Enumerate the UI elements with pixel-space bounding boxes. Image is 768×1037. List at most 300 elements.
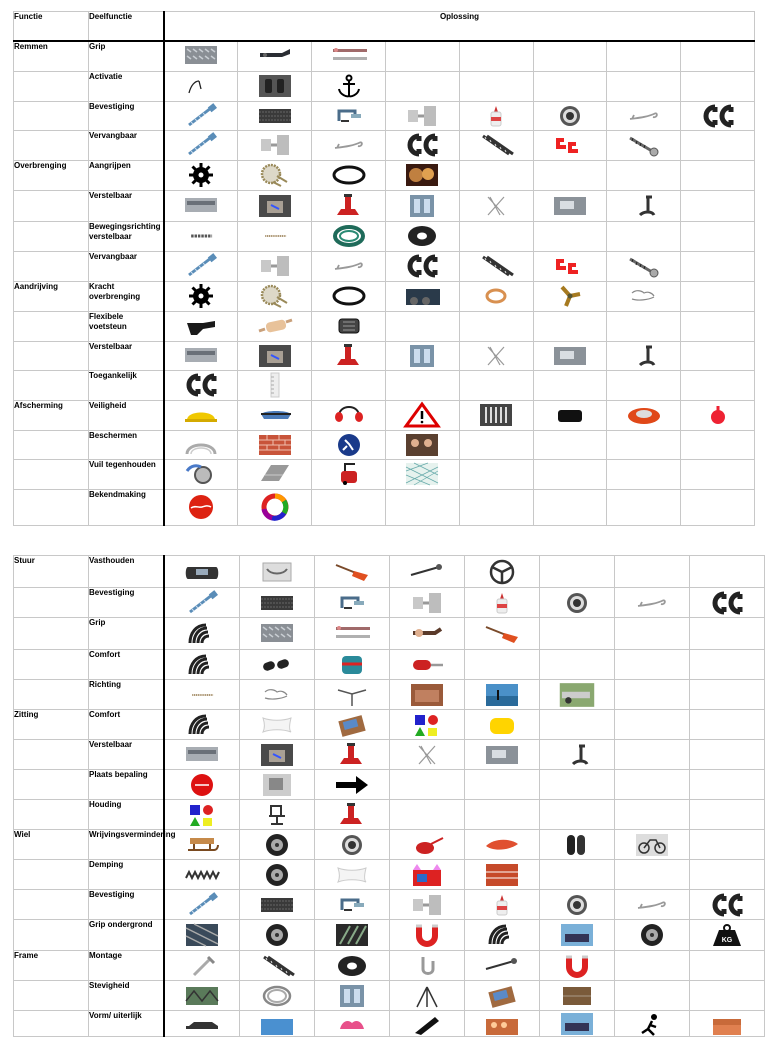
solution-cell bbox=[390, 951, 465, 981]
solution-cell bbox=[459, 459, 533, 489]
solution-cell bbox=[533, 251, 607, 281]
solution-cell bbox=[240, 770, 315, 800]
solution-cell bbox=[615, 1011, 690, 1037]
nail-icon bbox=[184, 953, 220, 979]
rope-icon bbox=[170, 687, 234, 703]
chain-gear-icon bbox=[257, 283, 293, 309]
solution-cell bbox=[312, 281, 386, 311]
pin-icon bbox=[626, 103, 662, 129]
solution-cell bbox=[315, 618, 390, 650]
solution-cell bbox=[459, 101, 533, 130]
fender-icon bbox=[183, 432, 219, 458]
solution-cell bbox=[164, 650, 240, 680]
solution-cell bbox=[385, 430, 459, 459]
cage-icon bbox=[478, 402, 514, 428]
slide-icon bbox=[552, 343, 588, 369]
board-icon bbox=[559, 983, 595, 1009]
functie-cell: Remmen bbox=[14, 41, 89, 72]
hand-tool-icon bbox=[409, 621, 445, 647]
cc-clip-icon bbox=[183, 372, 219, 398]
solution-cell bbox=[390, 830, 465, 860]
solution-cell bbox=[390, 770, 465, 800]
car-photo-icon bbox=[559, 1011, 595, 1037]
stick-icon bbox=[409, 559, 445, 585]
box-icon bbox=[257, 343, 293, 369]
deelfunctie-cell: Aangrijpen bbox=[89, 160, 165, 190]
solution-cell bbox=[540, 920, 615, 951]
functie-cell bbox=[14, 770, 89, 800]
solution-cell bbox=[465, 860, 540, 890]
solution-cell bbox=[164, 618, 240, 650]
deelfunctie-cell: Stevigheid bbox=[89, 981, 165, 1011]
stand-icon bbox=[626, 193, 662, 219]
solution-cell bbox=[607, 459, 681, 489]
jack-icon bbox=[334, 802, 370, 828]
solution-cell bbox=[390, 680, 465, 710]
solution-cell bbox=[459, 430, 533, 459]
solution-cell bbox=[315, 650, 390, 680]
solution-cell bbox=[385, 221, 459, 251]
sled-icon bbox=[184, 832, 220, 858]
functie-cell bbox=[14, 221, 89, 251]
solution-cell bbox=[533, 221, 607, 251]
tape-roll-icon bbox=[404, 223, 440, 249]
morph-table-1 bbox=[13, 11, 755, 526]
deelfunctie-cell: Vuil tegenhouden bbox=[89, 459, 165, 489]
solution-cell bbox=[459, 160, 533, 190]
jack-icon bbox=[331, 343, 367, 369]
earmuffs-icon bbox=[331, 402, 367, 428]
slide-icon bbox=[484, 742, 520, 768]
solution-cell bbox=[164, 400, 238, 430]
deelfunctie-cell: Bevestiging bbox=[89, 588, 165, 618]
solution-cell bbox=[681, 489, 755, 525]
hose-icon bbox=[331, 223, 367, 249]
bracket-icon bbox=[409, 892, 445, 918]
bolt-icon bbox=[184, 892, 220, 918]
solution-cell bbox=[465, 890, 540, 920]
deelfunctie-cell: Vorm/ uiterlijk bbox=[89, 1011, 165, 1037]
solution-cell bbox=[315, 951, 390, 981]
solution-cell bbox=[164, 830, 240, 860]
solution-cell bbox=[315, 680, 390, 710]
solution-cell bbox=[681, 430, 755, 459]
solution-cell bbox=[385, 311, 459, 341]
bolt-icon bbox=[183, 132, 219, 158]
solution-cell bbox=[607, 281, 681, 311]
solution-cell bbox=[690, 680, 765, 710]
you-are-here-icon bbox=[184, 772, 220, 798]
solution-cell bbox=[164, 430, 238, 459]
solution-cell bbox=[607, 341, 681, 370]
table-row bbox=[14, 556, 765, 588]
solution-cell bbox=[390, 710, 465, 740]
solution-cell bbox=[540, 800, 615, 830]
solution-cell bbox=[240, 981, 315, 1011]
solution-cell bbox=[164, 981, 240, 1011]
solution-cell bbox=[240, 800, 315, 830]
scissor-icon bbox=[409, 742, 445, 768]
solution-cell bbox=[315, 740, 390, 770]
bearing-icon bbox=[559, 892, 595, 918]
jack-icon bbox=[334, 742, 370, 768]
bridge-icon bbox=[184, 983, 220, 1009]
table-row bbox=[14, 618, 765, 650]
table-row bbox=[14, 71, 755, 101]
solution-cell bbox=[540, 1011, 615, 1037]
functie-cell: Frame bbox=[14, 951, 89, 981]
solution-cell bbox=[385, 41, 459, 72]
table-row bbox=[14, 740, 765, 770]
solution-cell bbox=[465, 556, 540, 588]
solution-cell bbox=[312, 370, 386, 400]
deelfunctie-cell: Montage bbox=[89, 951, 165, 981]
solution-cell bbox=[540, 770, 615, 800]
table-header bbox=[14, 12, 755, 41]
sheet-icon bbox=[257, 461, 293, 487]
grip-tape-icon bbox=[184, 652, 220, 678]
deelfunctie-cell: Bewegingsrichting verstelbaar bbox=[89, 221, 165, 251]
solution-cell bbox=[164, 951, 240, 981]
solution-cell bbox=[164, 311, 238, 341]
solution-cell bbox=[238, 459, 312, 489]
antenna-icon bbox=[334, 682, 370, 708]
solution-cell bbox=[390, 800, 465, 830]
bolt-icon bbox=[184, 590, 220, 616]
solution-cell bbox=[238, 430, 312, 459]
solution-cell bbox=[315, 800, 390, 830]
hook-icon bbox=[409, 953, 445, 979]
wheel-icon bbox=[259, 922, 295, 948]
clamp-icon bbox=[331, 103, 367, 129]
solution-cell bbox=[459, 341, 533, 370]
table-row bbox=[14, 190, 755, 221]
stand-icon bbox=[559, 742, 595, 768]
solution-cell bbox=[690, 618, 765, 650]
solution-cell bbox=[385, 370, 459, 400]
solution-cell bbox=[312, 190, 386, 221]
solution-cell bbox=[690, 650, 765, 680]
solution-cell bbox=[615, 770, 690, 800]
solution-cell bbox=[540, 890, 615, 920]
solution-cell bbox=[385, 101, 459, 130]
solution-cell bbox=[540, 830, 615, 860]
table-row bbox=[14, 981, 765, 1011]
solution-cell bbox=[681, 370, 755, 400]
pink-icon bbox=[334, 1011, 370, 1037]
table-row bbox=[14, 370, 755, 400]
table-row bbox=[14, 251, 755, 281]
solution-cell bbox=[615, 860, 690, 890]
deelfunctie-cell: Kracht overbrenging bbox=[89, 281, 165, 311]
solution-cell bbox=[238, 341, 312, 370]
solution-cell bbox=[238, 400, 312, 430]
functie-cell bbox=[14, 101, 89, 130]
wing-icon bbox=[484, 832, 520, 858]
logo-icon bbox=[183, 494, 219, 520]
solution-cell bbox=[390, 981, 465, 1011]
solution-cell bbox=[690, 588, 765, 618]
solution-cell bbox=[681, 281, 755, 311]
functie-cell bbox=[14, 618, 89, 650]
solution-cell bbox=[164, 160, 238, 190]
solution-cell bbox=[615, 981, 690, 1011]
solution-cell bbox=[315, 588, 390, 618]
solution-cell bbox=[459, 71, 533, 101]
clamp-icon bbox=[334, 590, 370, 616]
solution-cell bbox=[240, 588, 315, 618]
solution-cell bbox=[615, 650, 690, 680]
solution-cell bbox=[615, 680, 690, 710]
band-icon bbox=[478, 283, 514, 309]
screw-icon bbox=[626, 253, 662, 279]
solution-cell bbox=[465, 710, 540, 740]
solution-cell bbox=[533, 430, 607, 459]
functie-cell bbox=[14, 489, 89, 525]
chair-icon bbox=[259, 802, 295, 828]
deelfunctie-cell: Verstelbaar bbox=[89, 740, 165, 770]
solution-cell bbox=[533, 341, 607, 370]
solution-cell bbox=[312, 71, 386, 101]
solution-cell bbox=[164, 740, 240, 770]
solution-cell bbox=[681, 400, 755, 430]
solution-cell bbox=[312, 221, 386, 251]
chain-tire-icon bbox=[184, 922, 220, 948]
helmet-icon bbox=[183, 402, 219, 428]
functie-cell bbox=[14, 311, 89, 341]
handlebar-icon bbox=[259, 559, 295, 585]
solution-cell bbox=[690, 710, 765, 740]
tape-roll-icon bbox=[334, 953, 370, 979]
solution-cell bbox=[690, 920, 765, 951]
functie-cell bbox=[14, 71, 89, 101]
solution-cell bbox=[164, 71, 238, 101]
deelfunctie-cell: Comfort bbox=[89, 650, 165, 680]
solution-cell bbox=[540, 981, 615, 1011]
solution-cell bbox=[312, 130, 386, 160]
table-row bbox=[14, 489, 755, 525]
solution-cell bbox=[312, 101, 386, 130]
blue-rect-icon bbox=[259, 1011, 295, 1037]
solution-cell bbox=[681, 311, 755, 341]
solution-cell bbox=[459, 311, 533, 341]
deelfunctie-cell: Grip ondergrond bbox=[89, 920, 165, 951]
solution-cell bbox=[240, 860, 315, 890]
red-clips-icon bbox=[552, 253, 588, 279]
solution-cell bbox=[465, 770, 540, 800]
deelfunctie-cell: Bekendmaking bbox=[89, 489, 165, 525]
solution-cell bbox=[465, 680, 540, 710]
glue-bottle-icon bbox=[478, 103, 514, 129]
chain-gear-icon bbox=[257, 162, 293, 188]
zipper-icon bbox=[478, 253, 514, 279]
solution-cell bbox=[315, 1011, 390, 1037]
wheel-icon bbox=[259, 832, 295, 858]
solution-cell bbox=[164, 370, 238, 400]
solution-cell bbox=[312, 430, 386, 459]
solution-cell bbox=[240, 680, 315, 710]
solution-cell bbox=[615, 951, 690, 981]
table-row bbox=[14, 281, 755, 311]
functie-cell bbox=[14, 190, 89, 221]
solution-cell bbox=[465, 951, 540, 981]
solution-cell bbox=[607, 190, 681, 221]
solution-cell bbox=[540, 618, 615, 650]
solution-cell bbox=[690, 890, 765, 920]
solution-cell bbox=[312, 400, 386, 430]
belt-icon bbox=[331, 283, 367, 309]
slide-icon bbox=[552, 193, 588, 219]
rail-icon bbox=[183, 343, 219, 369]
solution-cell bbox=[540, 740, 615, 770]
deelfunctie-cell: Bevestiging bbox=[89, 101, 165, 130]
functie-cell bbox=[14, 370, 89, 400]
oil-can-icon bbox=[409, 832, 445, 858]
solution-cell bbox=[459, 400, 533, 430]
deelfunctie-cell: Vervangbaar bbox=[89, 130, 165, 160]
cc-clip-icon bbox=[404, 253, 440, 279]
bracket-icon bbox=[409, 590, 445, 616]
cc-clip-icon bbox=[700, 103, 736, 129]
functie-cell: Wiel bbox=[14, 830, 89, 860]
solution-cell bbox=[681, 41, 755, 72]
truck-icon bbox=[556, 681, 598, 709]
table-row bbox=[14, 400, 755, 430]
pin-icon bbox=[331, 132, 367, 158]
people-icon bbox=[404, 432, 440, 458]
solution-cell bbox=[690, 770, 765, 800]
solution-cell bbox=[681, 160, 755, 190]
solution-cell bbox=[465, 981, 540, 1011]
table-row bbox=[14, 1011, 765, 1037]
deelfunctie-cell: Grip bbox=[89, 618, 165, 650]
zipper-icon bbox=[478, 132, 514, 158]
screwdriver-icon bbox=[409, 652, 445, 678]
solution-cell bbox=[240, 920, 315, 951]
propeller-icon bbox=[552, 283, 588, 309]
table-row bbox=[14, 680, 765, 710]
solution-cell bbox=[540, 710, 615, 740]
bearing-icon bbox=[334, 832, 370, 858]
solution-cell bbox=[690, 1011, 765, 1037]
glue-bottle-icon bbox=[484, 892, 520, 918]
solution-cell bbox=[238, 489, 312, 525]
solution-cell bbox=[690, 556, 765, 588]
solution-cell bbox=[615, 920, 690, 951]
solution-cell bbox=[238, 190, 312, 221]
solution-cell bbox=[690, 981, 765, 1011]
cc-clip-icon bbox=[709, 590, 745, 616]
solution-cell bbox=[238, 221, 312, 251]
wheel-guard-icon bbox=[183, 461, 219, 487]
svg-text:KG: KG bbox=[721, 937, 733, 944]
table-row bbox=[14, 588, 765, 618]
solution-cell bbox=[240, 951, 315, 981]
solution-cell bbox=[459, 489, 533, 525]
solution-cell bbox=[164, 459, 238, 489]
solution-cell bbox=[607, 370, 681, 400]
solution-cell bbox=[540, 650, 615, 680]
solution-cell bbox=[238, 311, 312, 341]
solution-cell bbox=[459, 190, 533, 221]
deelfunctie-cell: Verstelbaar bbox=[89, 341, 165, 370]
table-row bbox=[14, 341, 755, 370]
solution-cell bbox=[540, 588, 615, 618]
sponge-icon bbox=[484, 712, 520, 738]
screw-icon bbox=[626, 132, 662, 158]
rail-icon bbox=[184, 742, 220, 768]
solution-cell bbox=[459, 130, 533, 160]
functie-cell bbox=[14, 588, 89, 618]
solution-cell bbox=[164, 800, 240, 830]
functie-cell: Overbrenging bbox=[14, 160, 89, 190]
scissor-icon bbox=[478, 193, 514, 219]
box-photo-icon bbox=[409, 682, 445, 708]
solution-cell bbox=[681, 101, 755, 130]
header-deelfunctie: Deelfunctie bbox=[89, 12, 165, 41]
solution-cell bbox=[315, 770, 390, 800]
cushion-icon bbox=[484, 983, 520, 1009]
vacuum-icon bbox=[331, 461, 367, 487]
car-icon bbox=[184, 1011, 220, 1037]
solution-cell bbox=[607, 400, 681, 430]
solution-cell bbox=[164, 251, 238, 281]
car-photo-icon bbox=[559, 922, 595, 948]
pedals-icon bbox=[257, 73, 293, 99]
solution-cell bbox=[385, 190, 459, 221]
solution-cell bbox=[607, 430, 681, 459]
solution-cell bbox=[164, 281, 238, 311]
deelfunctie-cell: Beschermen bbox=[89, 430, 165, 459]
solution-cell bbox=[315, 556, 390, 588]
clamp-icon bbox=[334, 892, 370, 918]
chain-icon bbox=[171, 228, 231, 244]
zipper-icon bbox=[259, 953, 295, 979]
solution-cell bbox=[390, 618, 465, 650]
water-icon bbox=[484, 682, 520, 708]
solution-cell bbox=[465, 1011, 540, 1037]
solution-cell bbox=[390, 556, 465, 588]
solution-cell bbox=[315, 981, 390, 1011]
rods-icon bbox=[331, 43, 367, 69]
solution-cell bbox=[615, 740, 690, 770]
solution-cell bbox=[615, 830, 690, 860]
solution-cell bbox=[240, 740, 315, 770]
deelfunctie-cell: Activatie bbox=[89, 71, 165, 101]
rolling-pin-icon bbox=[257, 313, 293, 339]
solution-cell bbox=[164, 101, 238, 130]
deelfunctie-cell: Grip bbox=[89, 41, 165, 72]
solution-cell bbox=[533, 160, 607, 190]
functie-cell bbox=[14, 459, 89, 489]
functie-cell bbox=[14, 981, 89, 1011]
blue-sign-icon bbox=[331, 432, 367, 458]
solution-cell bbox=[164, 341, 238, 370]
gear-icon bbox=[183, 162, 219, 188]
pin-icon bbox=[634, 590, 670, 616]
table-row bbox=[14, 920, 765, 951]
arrow-icon bbox=[326, 772, 378, 798]
deelfunctie-cell: Plaats bepaling bbox=[89, 770, 165, 800]
solution-cell bbox=[533, 130, 607, 160]
deelfunctie-cell: Toegankelijk bbox=[89, 370, 165, 400]
solution-cell bbox=[533, 71, 607, 101]
rods-icon bbox=[334, 621, 370, 647]
tower-icon bbox=[404, 193, 440, 219]
solution-cell bbox=[681, 221, 755, 251]
table-row bbox=[14, 101, 755, 130]
solution-cell bbox=[390, 650, 465, 680]
